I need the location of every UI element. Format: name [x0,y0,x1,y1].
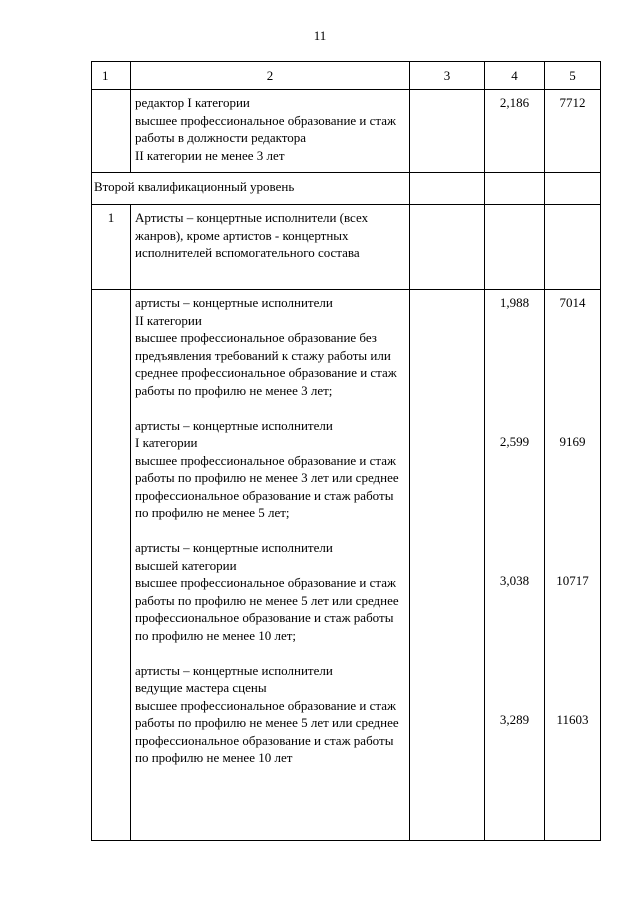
position-description: артисты – концертные исполнители ведущие мастера сцены высшее профессиональное образование и стаж работы по профилю не менее 5 лет или среднее профессиональное образование и стаж работы по профилю не менее 10 лет [135,662,399,765]
header-col-3: 3 [410,62,485,90]
salary-table [91,61,601,841]
table-row [92,205,601,290]
group-title: Артисты – концертные исполнители (всех жанров), кроме артистов - концертных исполнителей вспомогательного состава [135,210,369,260]
header-col-5: 5 [545,62,601,90]
position-description: артисты – концертные исполнители высшей категории высшее профессиональное образование и стаж работы по профилю не менее 5 лет или среднее профессиональное образование и стаж работы по профилю не менее 10 лет; [135,540,399,643]
coefficient-cell: 3,289 [499,712,530,727]
coefficient-cell: 2,599 [499,434,530,449]
table-row [92,90,601,173]
coefficient-cell: 2,186 [485,90,545,173]
section-row [92,173,601,205]
header-col-1: 1 [92,62,131,90]
salary-cell: 10717 [556,573,589,588]
coefficient-cell: 3,038 [499,573,530,588]
salary-cell: 9169 [559,434,586,449]
page-number: 11 [313,28,327,43]
header-col-4: 4 [485,62,545,90]
position-description: редактор I категории высшее профессиональное образование и стаж работы в должности редактора II категории не менее 3 лет [135,95,396,163]
salary-cell: 7014 [559,295,586,310]
section-title: Второй квалификационный уровень [92,173,410,205]
header-col-2: 2 [131,62,410,90]
group-number: 1 [92,205,131,290]
salary-cell: 11603 [556,712,589,727]
position-description: артисты – концертные исполнители I категории высшее профессиональное образование и стаж работы по профилю не менее 3 лет или среднее профессиональное образование и стаж работы по профилю не менее 5 лет; [135,417,399,520]
coefficient-cell: 1,988 [499,295,530,310]
table-header-row [92,62,601,90]
salary-cell: 7712 [545,90,601,173]
position-description: артисты – концертные исполнители II категории высшее профессиональное образование без предъявления требований к стажу работы или среднее профессиональное образование и стаж работы по профилю не менее 3 лет; [135,295,397,398]
table-row [92,290,601,841]
